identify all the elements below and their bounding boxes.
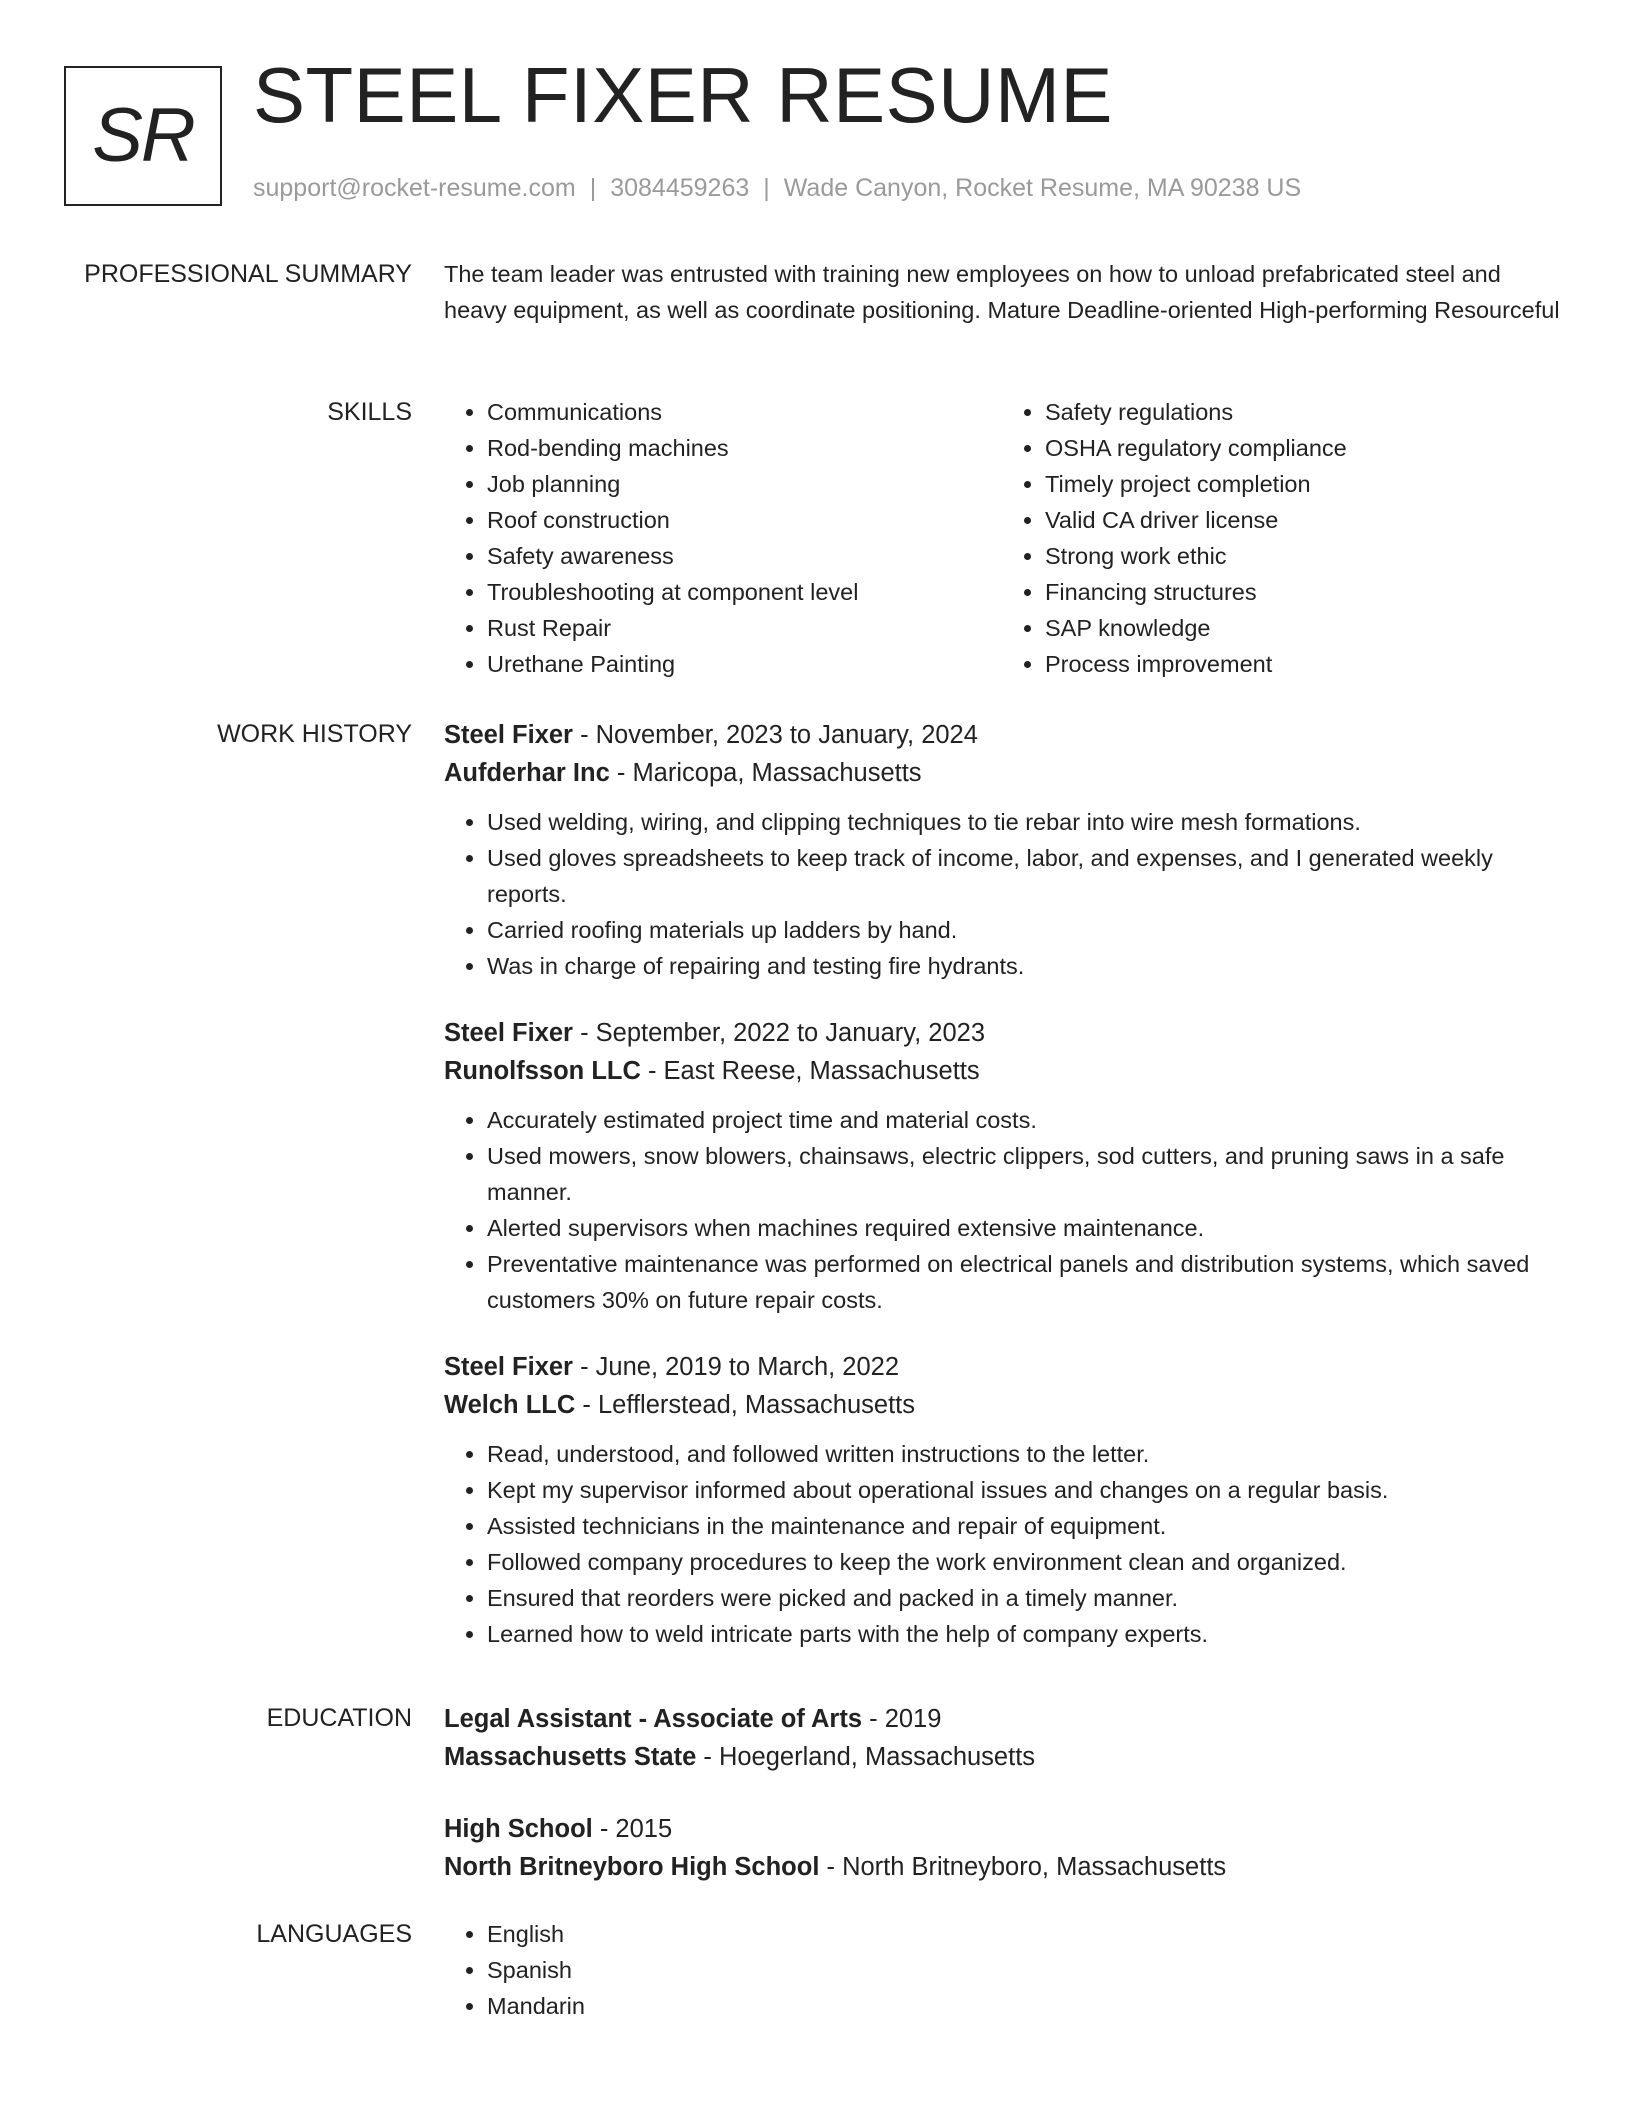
job-location: - Lefflerstead, Massachusetts: [575, 1391, 915, 1419]
contact-separator: |: [763, 174, 770, 202]
job-entry: [444, 716, 1560, 984]
job-title-line: [444, 1014, 1560, 1052]
job-title: Steel Fixer: [444, 1353, 573, 1381]
duty-item: • Was in charge of repairing and testing fire hydrants.: [487, 948, 1560, 984]
duty-item: • Read, understood, and followed written instructions to the letter.: [487, 1436, 1560, 1472]
degree-year: - 2015: [592, 1815, 673, 1843]
skill-item: • Timely project completion: [1045, 466, 1560, 502]
skill-item: • Valid CA driver license: [1045, 502, 1560, 538]
job-title: Steel Fixer: [444, 1019, 573, 1047]
duty-item: • Learned how to weld intricate parts with the help of company experts.: [487, 1616, 1560, 1652]
school-line: [444, 1848, 1560, 1886]
monogram-initials: SR: [92, 93, 194, 178]
skill-item: • Safety regulations: [1045, 394, 1560, 430]
duty-item: • Preventative maintenance was performed on electrical panels and distribution systems, which saved customers 30% on future repair costs.: [487, 1246, 1560, 1318]
degree-year: - 2019: [862, 1705, 942, 1733]
duty-item: • Used gloves spreadsheets to keep track of income, labor, and expenses, and I generated weekly reports.: [487, 840, 1560, 912]
job-dates: - June, 2019 to March, 2022: [572, 1353, 900, 1381]
work-history-body: [444, 716, 1560, 1652]
school-name: Massachusetts State: [444, 1743, 697, 1771]
school-line: [444, 1738, 1560, 1776]
school-location: - North Britneyboro, Massachusetts: [819, 1853, 1227, 1881]
school-location: - Hoegerland, Massachusetts: [696, 1743, 1036, 1771]
job-title-line: [444, 716, 1560, 754]
languages-heading: LANGUAGES: [256, 1920, 412, 1948]
job-duties: [444, 1436, 1560, 1652]
skill-item: • OSHA regulatory compliance: [1045, 430, 1560, 466]
skill-item: • Safety awareness: [487, 538, 1002, 574]
job-duties: [444, 804, 1560, 984]
job-company: Aufderhar Inc: [444, 759, 610, 787]
degree-line: [444, 1700, 1560, 1738]
job-entry: [444, 1014, 1560, 1318]
skills-body: [444, 394, 1560, 682]
degree-title: Legal Assistant - Associate of Arts: [444, 1705, 863, 1733]
contact-email[interactable]: support@rocket-resume.com: [253, 174, 576, 202]
skills-list-left: [444, 394, 1002, 682]
duty-item: • Ensured that reorders were picked and packed in a timely manner.: [487, 1580, 1560, 1616]
degree-line: [444, 1810, 1560, 1848]
job-dates: - November, 2023 to January, 2024: [572, 721, 978, 749]
degree-title: High School: [444, 1815, 593, 1843]
languages-body: [444, 1916, 1560, 2024]
skill-item: • Job planning: [487, 466, 1002, 502]
duty-item: • Used mowers, snow blowers, chainsaws, electric clippers, sod cutters, and pruning saws in a safe manner.: [487, 1138, 1560, 1210]
job-duties: [444, 1102, 1560, 1318]
contact-address: Wade Canyon, Rocket Resume, MA 90238 US: [783, 174, 1302, 202]
skill-item: • Communications: [487, 394, 1002, 430]
job-company: Runolfsson LLC: [444, 1057, 641, 1085]
job-location: - East Reese, Massachusetts: [640, 1057, 980, 1085]
education-entry: [444, 1700, 1560, 1776]
job-location: - Maricopa, Massachusetts: [609, 759, 922, 787]
duty-item: • Kept my supervisor informed about operational issues and changes on a regular basis.: [487, 1472, 1560, 1508]
job-company-line: [444, 754, 1560, 792]
language-item: • Spanish: [487, 1952, 1560, 1988]
skill-item: • Strong work ethic: [1045, 538, 1560, 574]
work-history-heading: WORK HISTORY: [217, 720, 412, 748]
skill-item: • Troubleshooting at component level: [487, 574, 1002, 610]
page-title: STEEL FIXER RESUME: [253, 51, 1113, 139]
duty-item: • Assisted technicians in the maintenance and repair of equipment.: [487, 1508, 1560, 1544]
education-body: [444, 1700, 1560, 1886]
duty-item: • Carried roofing materials up ladders by hand.: [487, 912, 1560, 948]
summary-heading: PROFESSIONAL SUMMARY: [84, 260, 412, 288]
skill-item: • SAP knowledge: [1045, 610, 1560, 646]
skill-item: • Rust Repair: [487, 610, 1002, 646]
skill-item: • Roof construction: [487, 502, 1002, 538]
skills-heading: SKILLS: [327, 398, 412, 426]
skill-item: • Process improvement: [1045, 646, 1560, 682]
contact-phone[interactable]: 3084459263: [610, 174, 750, 202]
school-name: North Britneyboro High School: [444, 1853, 820, 1881]
job-company: Welch LLC: [444, 1391, 576, 1419]
skill-item: • Rod-bending machines: [487, 430, 1002, 466]
duty-item: • Accurately estimated project time and material costs.: [487, 1102, 1560, 1138]
languages-list: [444, 1916, 1560, 2024]
contact-separator: |: [589, 174, 597, 202]
duty-item: • Followed company procedures to keep the work environment clean and organized.: [487, 1544, 1560, 1580]
duty-item: • Used welding, wiring, and clipping techniques to tie rebar into wire mesh formations.: [487, 804, 1560, 840]
language-item: • Mandarin: [487, 1988, 1560, 2024]
language-item: • English: [487, 1916, 1560, 1952]
job-title: Steel Fixer: [444, 721, 573, 749]
education-heading: EDUCATION: [266, 1704, 412, 1732]
duty-item: • Alerted supervisors when machines required extensive maintenance.: [487, 1210, 1560, 1246]
job-company-line: [444, 1052, 1560, 1090]
education-entry: [444, 1810, 1560, 1886]
job-company-line: [444, 1386, 1560, 1424]
job-title-line: [444, 1348, 1560, 1386]
job-dates: - September, 2022 to January, 2023: [572, 1019, 986, 1047]
skills-list-right: [1002, 394, 1560, 682]
skill-item: • Financing structures: [1045, 574, 1560, 610]
skill-item: • Urethane Painting: [487, 646, 1002, 682]
summary-text: The team leader was entrusted with training new employees on how to unload prefabricated steel and heavy equipment, as well as coordinate positioning. Mature Deadline-oriented High-performing Resourceful: [444, 261, 1560, 323]
monogram-badge: [64, 66, 222, 206]
job-entry: [444, 1348, 1560, 1652]
contact-line: [253, 176, 1301, 201]
